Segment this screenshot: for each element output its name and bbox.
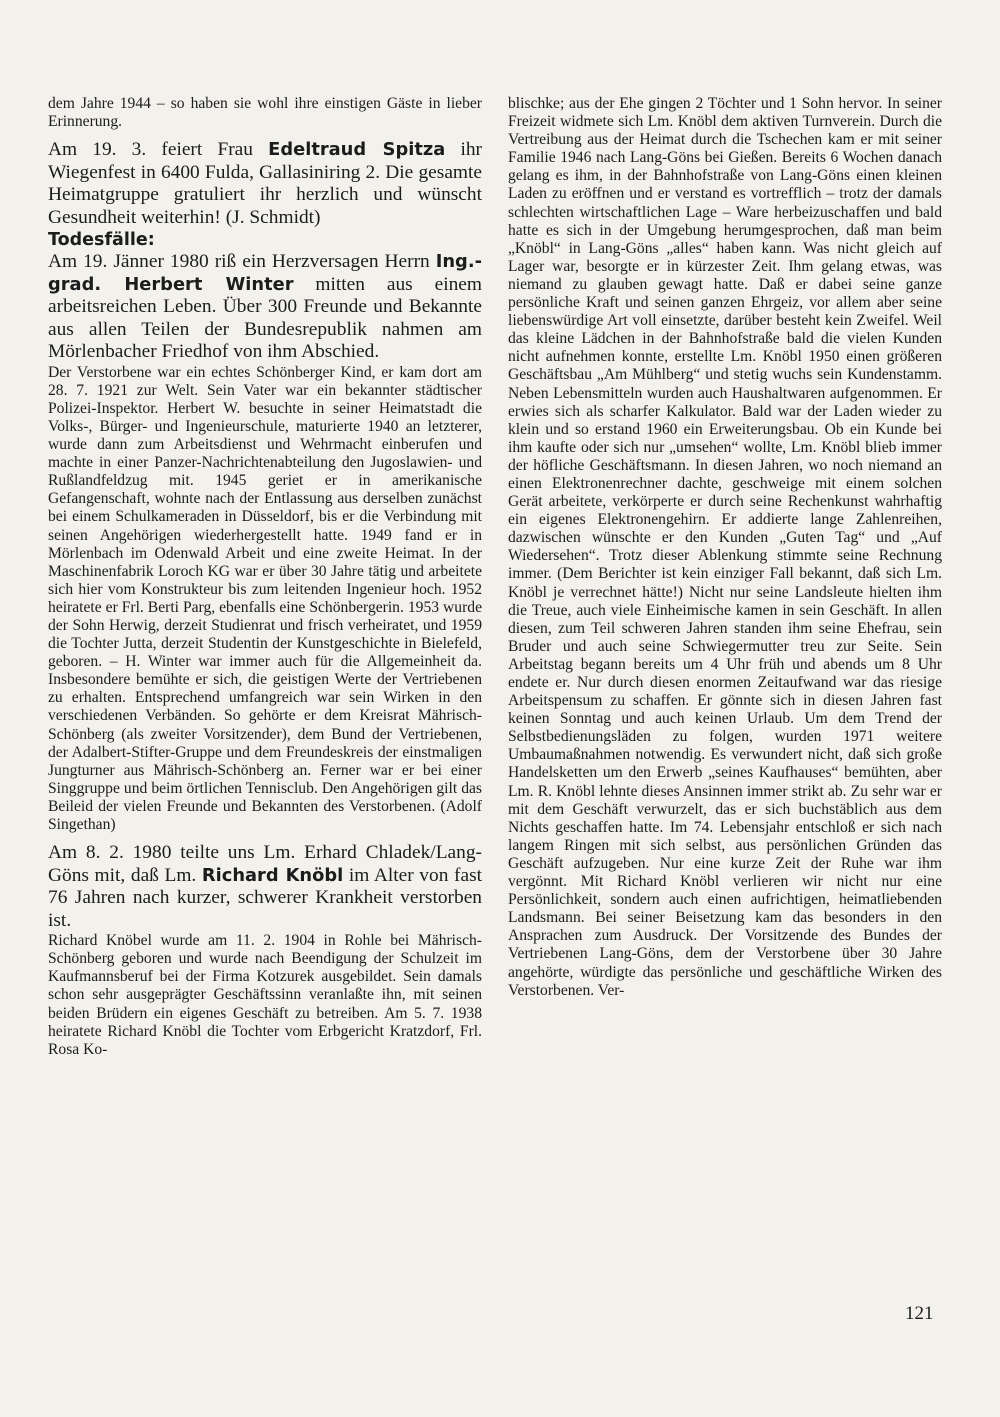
winter-lead-before: Am 19. Jänner 1980 riß ein Herzversagen Herrn [48, 251, 436, 273]
right-column [508, 95, 942, 1000]
winter-name: Ing.-grad. Herbert Winter [48, 251, 482, 295]
knoebl-name: Richard Knöbl [201, 864, 344, 886]
winter-lead-paragraph [48, 251, 482, 364]
winter-lead-after: mitten aus einem arbeitsreichen Leben. Über 300 Freunde und Bekannte aus allen Teilen der Bundesrepublik nahmen am Mörlenbacher Friedhof von ihm Abschied. [48, 273, 482, 363]
knoebl-body-continued-paragraph: blischke; aus der Ehe gingen 2 Töchter und 1 Sohn hervor. In seiner Freizeit widmete sich Lm. Knöbl dem aktiven Turnverein. Durch die Vertreibung aus der Heimat durch die Tschechen kam er mit seiner Familie 1946 nach Lang-Göns bei Gießen. Bereits 6 Wochen danach gelang es ihm, in der Bahnhofstraße von Lang-Göns einen kleinen Laden zu eröffnen und er verstand es vortrefflich – trotz der damals schlechten wirtschaftlichen Lage – Ware herbeizuschaffen und bald hatte es sich in der Umgebung herumgesprochen, daß man beim „Knöbl“ in Lang-Göns „alles“ haben kann. Was nicht gleich auf Lager war, besorgte er in kürzester Zeit. Ihm gelang etwas, was niemand zu glauben gewagt hatte. Daß er dabei seine ganze persönliche Kraft und seinen ganzen Ehrgeiz, vor allem aber seine liebenswürdige Art voll einsetzte, darüber besteht kein Zweifel. Weil das kleine Lädchen in der Bahnhofstraße bald die vielen Kunden nicht aufnehmen konnte, erstellte Lm. Knöbl 1950 einen größeren Geschäftsbau „Am Mühlberg“ und stetig wuchs sein Kundenstamm. Neben Lebensmitteln wurden auch Haushaltwaren aufgenommen. Er erwies sich als scharfer Kalkulator. Bald war der Laden wieder zu klein und so erstand 1960 ein Erweiterungsbau. Ob ein Kunde bei ihm kaufte oder sich nur „umsehen“ wollte, Lm. Knöbl blieb immer der höfliche Geschäftsmann. In diesen Jahren, wo noch niemand an einen Elektronenrechner dachte, geschweige mit einem solchen Gerät arbeitete, verkörperte er durch seine Rechenkunst wahrhaftig ein eigenes Elektronengehirn. Er addierte lange Zahlenreihen, dazwischen wünschte er den Kunden „Guten Tag“ und „Auf Wiedersehen“. Trotz dieser Ablenkung stimmte seine Rechnung immer. (Dem Berichter ist kein einziger Fall bekannt, daß sich Lm. Knöbl je verrechnet hätte!) Nicht nur seine Landsleute hielten ihm die Treue, auch viele Einheimische kamen in sein Geschäft. In allen diesen, zum Teil schweren Jahren standen ihm seine Ehefrau, sein Bruder und auch seine Schwiegermutter treu zur Seite. Sein Arbeitstag begann bereits um 4 Uhr früh und abends um 8 Uhr endete er. Nur durch diesen enormen Zeitaufwand war das riesige Arbeitspensum zu schaffen. Er gönnte sich in diesen Jahren fast keinen Sonntag und auch keinen Urlaub. Um dem Trend der Selbstbedienungsläden zu folgen, wurden 1971 weitere Umbaumaßnahmen notwendig. Es verwundert nicht, daß sich große Handelsketten um den Erwerb „seines Kaufhauses“ bemühten, aber Lm. R. Knöbl lehnte dieses Ansinnen immer strikt ab. Zu sehr war er mit dem Geschäft verwurzelt, das er sich buchstäblich aus dem Nichts geschaffen hatte. Im 74. Lebensjahr entschloß er sich nach langem Ringen mit sich selbst, aus persönlichen Gründen das Geschäft aufzugeben. Nur eine kurze Zeit der Ruhe war ihm vergönnt. Mit Richard Knöbl verlieren wir nicht nur eine Persönlichkeit, sondern auch einen aufrichtigen, heimatliebenden Landsmann. Bei seiner Beisetzung kam das besonders in den Ansprachen zum Ausdruck. Der Vorsitzende des Bundes der Vertriebenen Lang-Göns, dem der Verstorbene über 30 Jahre angehörte, würdigte das persönliche und geschäftliche Wirken des Verstorbenen. Ver- [508, 95, 942, 999]
knoebl-lead-after: im Alter von fast 76 Jahren nach kurzer, schwerer Krankheit verstorben ist. [48, 864, 483, 931]
birthday-paragraph [48, 139, 482, 229]
deaths-heading: Todesfälle: [48, 230, 155, 251]
birthday-text-after: ihr Wiegenfest in 6400 Fulda, Gallasiniring 2. Die gesamte Heimatgruppe gratuliert ihr herzlich und wünscht Gesundheit weiterhin! (J. Schmidt) [48, 139, 483, 228]
page-number: 121 [905, 1303, 934, 1324]
left-column [48, 95, 482, 1059]
knoebl-lead-before: Am 8. 2. 1980 teilte uns Lm. Erhard Chladek/Lang-Göns mit, daß Lm. [48, 842, 482, 886]
knoebl-body-start-paragraph: Richard Knöbel wurde am 11. 2. 1904 in Rohle bei Mährisch-Schönberg geboren und wurde nach Beendigung der Schulzeit im Kaufmannsberuf bei der Firma Kotzurek ausgebildet. Sein damals schon sehr ausgeprägter Geschäftssinn veranlaßte ihn, mit seinen beiden Brüdern ein eigenes Geschäft zu betreiben. Am 5. 7. 1938 heiratete Richard Knöbl die Tochter vom Erbgericht Kratzdorf, Frl. Rosa Ko- [48, 932, 482, 1058]
knoebl-lead-paragraph [48, 842, 482, 932]
birthday-text-before: Am 19. 3. feiert Frau [48, 139, 269, 161]
birthday-name: Edeltraud Spitza [268, 139, 446, 161]
winter-body-paragraph: Der Verstorbene war ein echtes Schönberger Kind, er kam dort am 28. 7. 1921 zur Welt. Sein Vater war ein bekannter städtischer Polizei-Inspektor. Herbert W. besuchte in seiner Heimatstadt die Volks-, Bürger- und Ingenieurschule, maturierte 1940 an letzterer, wurde dann zum Arbeitsdienst und Wehrmacht einberufen und machte in einer Panzer-Nachrichtenabteilung den Jugoslawien- und Rußlandfeldzug mit. 1945 geriet er in amerikanische Gefangenschaft, wohnte nach der Entlassung aus derselben zunächst bei einem Schulkameraden in Düsseldorf, bis er die Verbindung mit seinen Angehörigen wiederhergestellt hatte. 1949 fand er in Mörlenbach im Odenwald Arbeit und eine zweite Heimat. In der Maschinenfabrik Loroch KG war er über 30 Jahre tätig und arbeitete sich hier vom Konstrukteur bis zum leitenden Ingenieur hoch. 1952 heiratete er Frl. Berti Parg, ebenfalls eine Schönbergerin. 1953 wurde der Sohn Herwig, derzeit Studienrat und frisch verheiratet, und 1959 die Tochter Jutta, derzeit Studentin der Kunstgeschichte in Bielefeld, geboren. – H. Winter war immer auch für die Allgemeinheit da. Insbesondere bemühte er sich, die geistigen Werte der Vertriebenen zu erhalten. Entsprechend umfangreich war sein Wirken in den verschiedenen Verbänden. So gehörte er dem Kreisrat Mährisch-Schönberg (als zweiter Vorsitzender), dem Bund der Vertriebenen, der Adalbert-Stifter-Gruppe und dem Freundeskreis der einstmaligen Jungturner aus Mährisch-Schönberg an. Ferner war er bei einer Singgruppe und beim örtlichen Tennisclub. Den Angehörigen gilt das Beileid der vielen Freunde und Bekannten des Verstorbenen. (Adolf Singethan) [48, 363, 482, 834]
intro-end-paragraph: dem Jahre 1944 – so haben sie wohl ihre einstigen Gäste in lieber Erinnerung. [48, 95, 482, 131]
